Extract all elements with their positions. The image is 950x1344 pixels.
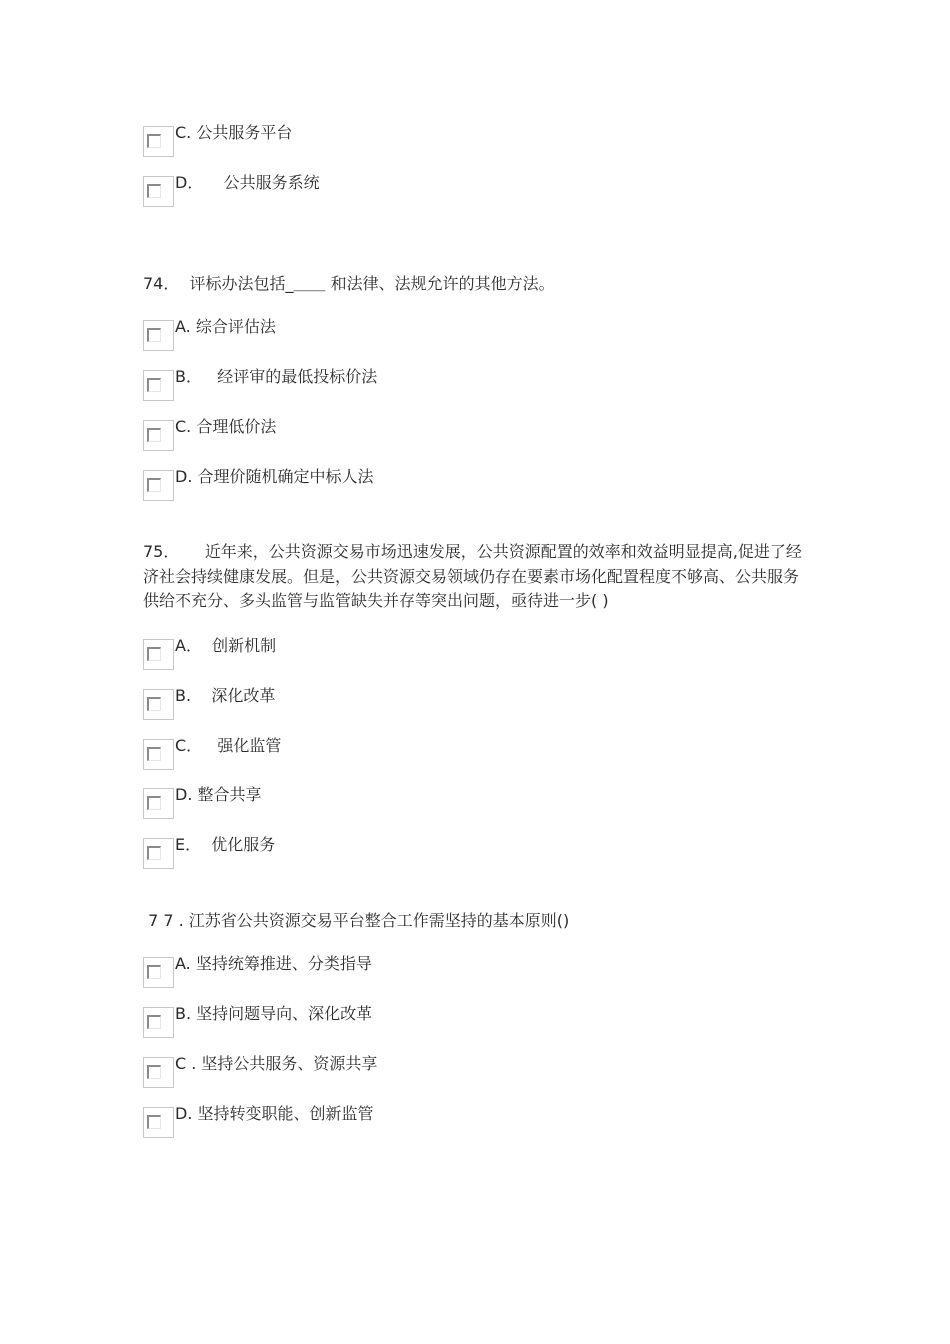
option-77-c[interactable] bbox=[143, 1055, 377, 1089]
checkbox[interactable] bbox=[143, 420, 174, 451]
option-label: D. 坚持转变职能、创新监管 bbox=[175, 1104, 374, 1123]
question-77-text: 7 7 . 江苏省公共资源交易平台整合工作需坚持的基本原则() bbox=[143, 911, 570, 930]
option-label: C. 合理低价法 bbox=[175, 417, 277, 436]
option-label: A. 坚持统筹推进、分类指导 bbox=[175, 954, 372, 973]
option-label: B. 坚持问题导向、深化改革 bbox=[175, 1004, 373, 1023]
option-74-b[interactable] bbox=[143, 368, 377, 402]
checkbox[interactable] bbox=[143, 689, 174, 720]
option-label: D. 合理价随机确定中标人法 bbox=[175, 467, 374, 486]
option-74-c[interactable] bbox=[143, 418, 276, 452]
option-label: A. 综合评估法 bbox=[175, 317, 276, 336]
checkbox[interactable] bbox=[143, 788, 174, 819]
option-label: D． 公共服务系统 bbox=[175, 173, 320, 192]
option-75-d[interactable] bbox=[143, 786, 262, 820]
option-label: C. 公共服务平台 bbox=[175, 123, 293, 142]
option-label: C . 坚持公共服务、资源共享 bbox=[175, 1054, 378, 1073]
option-label: B. 深化改革 bbox=[175, 686, 276, 705]
option-label: E． 优化服务 bbox=[175, 835, 276, 854]
question-75-text: 75． 近年来，公共资源交易市场迅速发展，公共资源配置的效率和效益明显提高,促进了经济社会持续健康发展。但是，公共资源交易领域仍存在要素市场化配置程度不够高、公共服务供给不充分、多头监管与监管缺失并存等突出问题，亟待进一步( ) bbox=[143, 542, 802, 610]
checkbox[interactable] bbox=[143, 838, 174, 869]
option-75-a[interactable] bbox=[143, 637, 276, 671]
checkbox[interactable] bbox=[143, 1057, 174, 1088]
option-75-c[interactable] bbox=[143, 737, 281, 771]
option-73-c[interactable] bbox=[143, 124, 292, 158]
checkbox[interactable] bbox=[143, 126, 174, 157]
checkbox[interactable] bbox=[143, 739, 174, 770]
option-77-b[interactable] bbox=[143, 1005, 372, 1039]
option-74-d[interactable] bbox=[143, 468, 374, 502]
option-75-b[interactable] bbox=[143, 687, 275, 721]
option-label: B． 经评审的最低投标价法 bbox=[175, 367, 378, 386]
option-label: A． 创新机制 bbox=[175, 636, 277, 655]
checkbox[interactable] bbox=[143, 1107, 174, 1138]
checkbox[interactable] bbox=[143, 370, 174, 401]
checkbox[interactable] bbox=[143, 1007, 174, 1038]
option-label: C． 强化监管 bbox=[175, 736, 282, 755]
option-74-a[interactable] bbox=[143, 318, 276, 352]
checkbox[interactable] bbox=[143, 176, 174, 207]
checkbox[interactable] bbox=[143, 639, 174, 670]
option-75-e[interactable] bbox=[143, 836, 275, 870]
option-label: D. 整合共享 bbox=[175, 785, 262, 804]
question-74-text: 74． 评标办法包括_＿＿ 和法律、法规允许的其他方法。 bbox=[143, 274, 555, 293]
option-77-d[interactable] bbox=[143, 1105, 374, 1139]
checkbox[interactable] bbox=[143, 320, 174, 351]
checkbox[interactable] bbox=[143, 470, 174, 501]
checkbox[interactable] bbox=[143, 957, 174, 988]
option-73-d[interactable] bbox=[143, 174, 320, 208]
option-77-a[interactable] bbox=[143, 955, 372, 989]
